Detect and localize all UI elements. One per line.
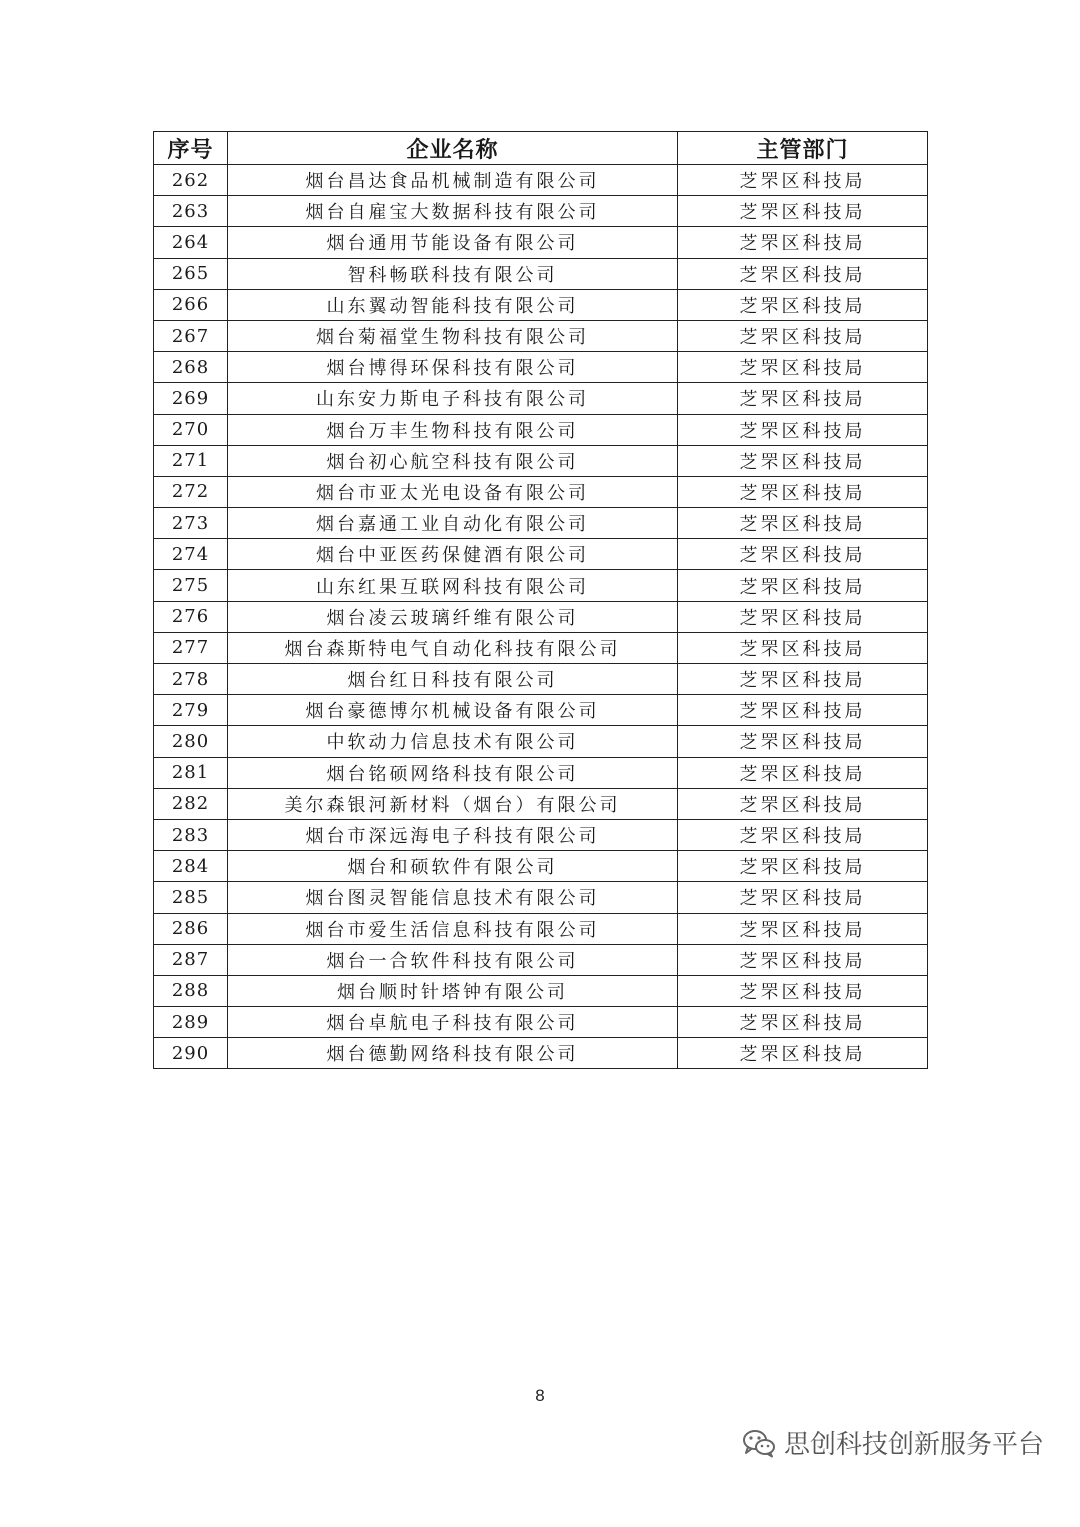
cell-serial-number: 273 [154,508,228,539]
cell-department: 芝罘区科技局 [678,913,928,944]
cell-department: 芝罘区科技局 [678,819,928,850]
cell-enterprise-name: 美尔森银河新材料（烟台）有限公司 [228,788,678,819]
table-row [154,320,928,351]
cell-serial-number: 271 [154,445,228,476]
table-row [154,788,928,819]
header-serial-number: 序号 [154,132,228,165]
table-row [154,258,928,289]
cell-enterprise-name: 山东翼动智能科技有限公司 [228,289,678,320]
cell-department: 芝罘区科技局 [678,383,928,414]
table-row [154,352,928,383]
header-enterprise-name: 企业名称 [228,132,678,165]
table-row [154,1007,928,1038]
cell-enterprise-name: 烟台卓航电子科技有限公司 [228,1007,678,1038]
cell-enterprise-name: 烟台豪德博尔机械设备有限公司 [228,695,678,726]
cell-department: 芝罘区科技局 [678,664,928,695]
cell-department: 芝罘区科技局 [678,944,928,975]
cell-department: 芝罘区科技局 [678,445,928,476]
cell-serial-number: 281 [154,757,228,788]
cell-serial-number: 288 [154,975,228,1006]
table-row [154,508,928,539]
cell-serial-number: 285 [154,882,228,913]
table-row [154,414,928,445]
cell-enterprise-name: 烟台自雇宝大数据科技有限公司 [228,196,678,227]
cell-serial-number: 276 [154,601,228,632]
cell-enterprise-name: 烟台菊福堂生物科技有限公司 [228,320,678,351]
table-row [154,913,928,944]
cell-department: 芝罘区科技局 [678,726,928,757]
table-row [154,664,928,695]
cell-serial-number: 277 [154,632,228,663]
header-department: 主管部门 [678,132,928,165]
cell-serial-number: 266 [154,289,228,320]
cell-serial-number: 278 [154,664,228,695]
cell-serial-number: 262 [154,165,228,196]
table-row [154,1038,928,1069]
cell-serial-number: 280 [154,726,228,757]
page-number: 8 [535,1386,545,1405]
table-row [154,445,928,476]
table-row [154,726,928,757]
table-row [154,819,928,850]
table-row [154,196,928,227]
watermark [742,1424,1044,1461]
cell-department: 芝罘区科技局 [678,414,928,445]
cell-enterprise-name: 烟台嘉通工业自动化有限公司 [228,508,678,539]
table-row [154,165,928,196]
cell-serial-number: 284 [154,851,228,882]
cell-department: 芝罘区科技局 [678,320,928,351]
cell-enterprise-name: 烟台和硕软件有限公司 [228,851,678,882]
table-row [154,289,928,320]
cell-serial-number: 270 [154,414,228,445]
cell-department: 芝罘区科技局 [678,882,928,913]
cell-serial-number: 268 [154,352,228,383]
cell-enterprise-name: 烟台市深远海电子科技有限公司 [228,819,678,850]
table-row [154,757,928,788]
cell-serial-number: 290 [154,1038,228,1069]
cell-department: 芝罘区科技局 [678,851,928,882]
cell-enterprise-name: 烟台通用节能设备有限公司 [228,227,678,258]
cell-department: 芝罘区科技局 [678,258,928,289]
cell-department: 芝罘区科技局 [678,227,928,258]
table-row [154,227,928,258]
table-row [154,383,928,414]
cell-enterprise-name: 烟台顺时针塔钟有限公司 [228,975,678,1006]
table-row [154,601,928,632]
wechat-icon [742,1428,776,1458]
cell-serial-number: 275 [154,570,228,601]
table-row [154,476,928,507]
cell-department: 芝罘区科技局 [678,289,928,320]
cell-enterprise-name: 山东安力斯电子科技有限公司 [228,383,678,414]
cell-enterprise-name: 烟台铭硕网络科技有限公司 [228,757,678,788]
cell-enterprise-name: 烟台一合软件科技有限公司 [228,944,678,975]
cell-enterprise-name: 烟台市亚太光电设备有限公司 [228,476,678,507]
cell-department: 芝罘区科技局 [678,788,928,819]
cell-department: 芝罘区科技局 [678,1007,928,1038]
cell-serial-number: 286 [154,913,228,944]
cell-serial-number: 267 [154,320,228,351]
cell-enterprise-name: 山东红果互联网科技有限公司 [228,570,678,601]
table-row [154,632,928,663]
cell-enterprise-name: 智科畅联科技有限公司 [228,258,678,289]
cell-serial-number: 279 [154,695,228,726]
table-row [154,882,928,913]
cell-enterprise-name: 烟台德勤网络科技有限公司 [228,1038,678,1069]
cell-department: 芝罘区科技局 [678,632,928,663]
cell-enterprise-name: 烟台中亚医药保健酒有限公司 [228,539,678,570]
cell-enterprise-name: 烟台红日科技有限公司 [228,664,678,695]
table-row [154,570,928,601]
cell-department: 芝罘区科技局 [678,196,928,227]
table-row [154,695,928,726]
table-header-row [154,132,928,165]
watermark-text: 思创科技创新服务平台 [783,1430,1044,1460]
cell-enterprise-name: 烟台图灵智能信息技术有限公司 [228,882,678,913]
cell-enterprise-name: 烟台市爱生活信息科技有限公司 [228,913,678,944]
cell-department: 芝罘区科技局 [678,352,928,383]
cell-serial-number: 283 [154,819,228,850]
cell-department: 芝罘区科技局 [678,508,928,539]
cell-department: 芝罘区科技局 [678,570,928,601]
cell-enterprise-name: 烟台森斯特电气自动化科技有限公司 [228,632,678,663]
cell-department: 芝罘区科技局 [678,165,928,196]
cell-department: 芝罘区科技局 [678,1038,928,1069]
cell-enterprise-name: 烟台博得环保科技有限公司 [228,352,678,383]
cell-serial-number: 274 [154,539,228,570]
cell-serial-number: 282 [154,788,228,819]
cell-enterprise-name: 烟台凌云玻璃纤维有限公司 [228,601,678,632]
cell-department: 芝罘区科技局 [678,757,928,788]
table-row [154,975,928,1006]
table-row [154,944,928,975]
table-body [154,165,928,1069]
cell-department: 芝罘区科技局 [678,695,928,726]
enterprise-table [153,131,928,1069]
cell-department: 芝罘区科技局 [678,601,928,632]
cell-enterprise-name: 烟台昌达食品机械制造有限公司 [228,165,678,196]
cell-serial-number: 269 [154,383,228,414]
cell-serial-number: 272 [154,476,228,507]
table-row [154,539,928,570]
cell-department: 芝罘区科技局 [678,975,928,1006]
cell-department: 芝罘区科技局 [678,539,928,570]
cell-enterprise-name: 烟台初心航空科技有限公司 [228,445,678,476]
cell-serial-number: 289 [154,1007,228,1038]
table-row [154,851,928,882]
cell-serial-number: 287 [154,944,228,975]
cell-enterprise-name: 烟台万丰生物科技有限公司 [228,414,678,445]
cell-department: 芝罘区科技局 [678,476,928,507]
cell-enterprise-name: 中软动力信息技术有限公司 [228,726,678,757]
cell-serial-number: 264 [154,227,228,258]
cell-serial-number: 265 [154,258,228,289]
cell-serial-number: 263 [154,196,228,227]
